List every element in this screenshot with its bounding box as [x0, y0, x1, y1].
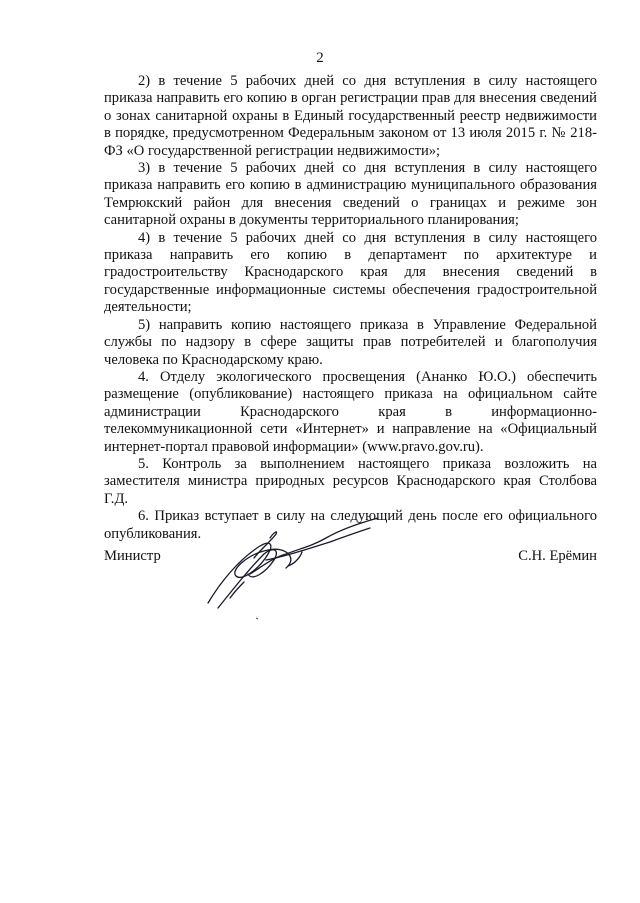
- paragraph-item-2: 2) в течение 5 рабочих дней со дня вступления в силу настоящего приказа направить его копию в орган регистрации прав для внесения сведений о зонах санитарной охраны в Единый государственный реестр недвижимости в порядке, предусмотренном Федеральным законом от 13 июля 2015 г. № 218-ФЗ «О государственной регистрации недвижимости»;: [104, 73, 597, 159]
- paragraph-section-4: 4. Отделу экологического просвещения (Ананко Ю.О.) обеспечить размещение (опубликование) настоящего приказа на официальном сайте администрации Краснодарского края в информационно-телекоммуникационной сети «Интернет» и направление на «Официальный интернет-портал правовой информации» (www.pravo.gov.ru).: [104, 368, 597, 455]
- page-number: 2: [316, 50, 324, 66]
- paragraph-section-6: 6. Приказ вступает в силу на следующий день после его официального опубликования.: [104, 508, 597, 542]
- paragraph-item-4: 4) в течение 5 рабочих дней со дня вступления в силу настоящего приказа направить его копию в департамент по архитектуре и градостроительству Краснодарского края для внесения сведений в государственные информационные системы обеспечения градостроительной деятельности;: [104, 229, 597, 316]
- document-body: [104, 73, 597, 543]
- paragraph-section-5: 5. Контроль за выполнением настоящего приказа возложить на заместителя министра природных ресурсов Краснодарского края Столбова Г.Д.: [104, 455, 597, 507]
- signatory-title: Министр: [104, 548, 161, 564]
- paragraph-item-3: 3) в течение 5 рабочих дней со дня вступления в силу настоящего приказа направить его копию в администрацию муниципального образования Темрюкский район для внесения сведений о границах и режиме зон санитарной охраны в документы территориального планирования;: [104, 160, 597, 229]
- paragraph-item-5: 5) направить копию настоящего приказа в Управление Федеральной службы по надзору в сфере защиты прав потребителей и благополучия человека по Краснодарскому краю.: [104, 316, 597, 368]
- signatory-name: С.Н. Ерёмин: [518, 548, 597, 564]
- handwritten-signature: [190, 498, 380, 623]
